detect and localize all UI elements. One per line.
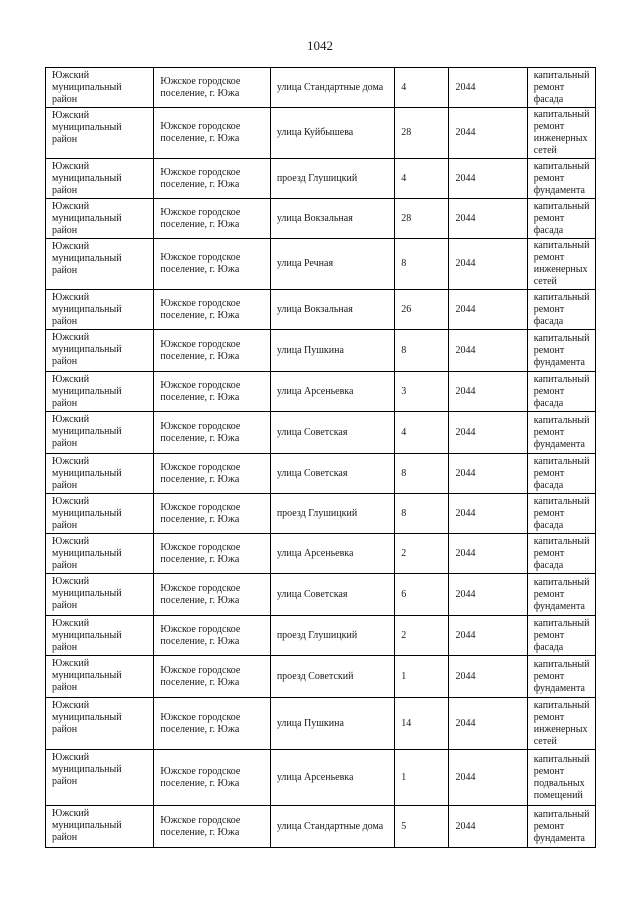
- cell-year: 2044: [449, 698, 527, 750]
- cell-street: улица Вокзальная: [270, 290, 394, 330]
- cell-work: капитальный ремонт фасада: [527, 616, 595, 656]
- cell-district: Южский муниципальный район: [46, 199, 154, 239]
- cell-year: 2044: [449, 68, 527, 108]
- table-row: [46, 656, 596, 698]
- table-row: [46, 199, 596, 239]
- cell-work: капитальный ремонт инженерных сетей: [527, 239, 595, 290]
- cell-street: проезд Глушицкий: [270, 159, 394, 199]
- table-row: [46, 494, 596, 534]
- cell-year: 2044: [449, 454, 527, 494]
- cell-district: Южский муниципальный район: [46, 534, 154, 574]
- cell-street: проезд Советский: [270, 656, 394, 698]
- table-row: [46, 806, 596, 848]
- cell-year: 2044: [449, 656, 527, 698]
- cell-year: 2044: [449, 159, 527, 199]
- cell-house: 26: [395, 290, 449, 330]
- cell-street: улица Пушкина: [270, 698, 394, 750]
- cell-work: капитальный ремонт фундамента: [527, 656, 595, 698]
- cell-street: улица Арсеньевка: [270, 534, 394, 574]
- cell-district: Южский муниципальный район: [46, 330, 154, 372]
- cell-district: Южский муниципальный район: [46, 750, 154, 806]
- cell-settlement: Южское городское поселение, г. Южа: [154, 616, 270, 656]
- cell-settlement: Южское городское поселение, г. Южа: [154, 698, 270, 750]
- cell-street: улица Стандартные дома: [270, 68, 394, 108]
- table-row: [46, 372, 596, 412]
- cell-settlement: Южское городское поселение, г. Южа: [154, 290, 270, 330]
- cell-house: 8: [395, 454, 449, 494]
- table-row: [46, 159, 596, 199]
- cell-street: улица Речная: [270, 239, 394, 290]
- cell-district: Южский муниципальный район: [46, 806, 154, 848]
- registry-table: [45, 67, 596, 848]
- cell-settlement: Южское городское поселение, г. Южа: [154, 239, 270, 290]
- cell-street: улица Куйбышева: [270, 108, 394, 159]
- table-row: [46, 330, 596, 372]
- cell-district: Южский муниципальный район: [46, 239, 154, 290]
- cell-work: капитальный ремонт фасада: [527, 534, 595, 574]
- cell-settlement: Южское городское поселение, г. Южа: [154, 750, 270, 806]
- cell-street: улица Вокзальная: [270, 199, 394, 239]
- cell-year: 2044: [449, 574, 527, 616]
- cell-street: улица Советская: [270, 574, 394, 616]
- page-number: 1042: [307, 38, 333, 53]
- cell-house: 28: [395, 199, 449, 239]
- cell-settlement: Южское городское поселение, г. Южа: [154, 159, 270, 199]
- cell-street: улица Советская: [270, 454, 394, 494]
- cell-house: 8: [395, 330, 449, 372]
- registry-table-body: [46, 68, 596, 848]
- cell-house: 4: [395, 159, 449, 199]
- cell-year: 2044: [449, 372, 527, 412]
- cell-work: капитальный ремонт инженерных сетей: [527, 108, 595, 159]
- table-row: [46, 574, 596, 616]
- cell-district: Южский муниципальный район: [46, 290, 154, 330]
- cell-settlement: Южское городское поселение, г. Южа: [154, 534, 270, 574]
- cell-house: 2: [395, 616, 449, 656]
- table-row: [46, 534, 596, 574]
- cell-settlement: Южское городское поселение, г. Южа: [154, 494, 270, 534]
- cell-work: капитальный ремонт фундамента: [527, 330, 595, 372]
- cell-settlement: Южское городское поселение, г. Южа: [154, 806, 270, 848]
- cell-district: Южский муниципальный район: [46, 494, 154, 534]
- cell-house: 8: [395, 494, 449, 534]
- table-row: [46, 68, 596, 108]
- cell-year: 2044: [449, 239, 527, 290]
- cell-work: капитальный ремонт фасада: [527, 68, 595, 108]
- table-row: [46, 239, 596, 290]
- cell-house: 3: [395, 372, 449, 412]
- cell-settlement: Южское городское поселение, г. Южа: [154, 454, 270, 494]
- cell-work: капитальный ремонт фасада: [527, 494, 595, 534]
- cell-year: 2044: [449, 330, 527, 372]
- cell-settlement: Южское городское поселение, г. Южа: [154, 656, 270, 698]
- cell-district: Южский муниципальный район: [46, 454, 154, 494]
- cell-settlement: Южское городское поселение, г. Южа: [154, 330, 270, 372]
- cell-street: улица Советская: [270, 412, 394, 454]
- cell-district: Южский муниципальный район: [46, 698, 154, 750]
- cell-year: 2044: [449, 616, 527, 656]
- cell-house: 4: [395, 68, 449, 108]
- cell-settlement: Южское городское поселение, г. Южа: [154, 68, 270, 108]
- table-row: [46, 290, 596, 330]
- cell-work: капитальный ремонт фасада: [527, 290, 595, 330]
- cell-year: 2044: [449, 412, 527, 454]
- cell-house: 8: [395, 239, 449, 290]
- cell-street: улица Арсеньевка: [270, 372, 394, 412]
- cell-year: 2044: [449, 750, 527, 806]
- cell-year: 2044: [449, 290, 527, 330]
- table-row: [46, 412, 596, 454]
- table-row: [46, 454, 596, 494]
- table-row: [46, 750, 596, 806]
- table-row: [46, 698, 596, 750]
- cell-street: проезд Глушицкий: [270, 616, 394, 656]
- cell-year: 2044: [449, 199, 527, 239]
- cell-district: Южский муниципальный район: [46, 412, 154, 454]
- cell-work: капитальный ремонт фасада: [527, 372, 595, 412]
- cell-street: улица Арсеньевка: [270, 750, 394, 806]
- cell-house: 28: [395, 108, 449, 159]
- cell-district: Южский муниципальный район: [46, 372, 154, 412]
- cell-work: капитальный ремонт фундамента: [527, 574, 595, 616]
- cell-district: Южский муниципальный район: [46, 616, 154, 656]
- cell-work: капитальный ремонт фундамента: [527, 806, 595, 848]
- cell-year: 2044: [449, 534, 527, 574]
- cell-settlement: Южское городское поселение, г. Южа: [154, 199, 270, 239]
- cell-district: Южский муниципальный район: [46, 656, 154, 698]
- cell-house: 1: [395, 750, 449, 806]
- cell-settlement: Южское городское поселение, г. Южа: [154, 574, 270, 616]
- cell-work: капитальный ремонт инженерных сетей: [527, 698, 595, 750]
- cell-house: 2: [395, 534, 449, 574]
- cell-house: 14: [395, 698, 449, 750]
- table-row: [46, 616, 596, 656]
- cell-district: Южский муниципальный район: [46, 574, 154, 616]
- cell-settlement: Южское городское поселение, г. Южа: [154, 372, 270, 412]
- cell-house: 1: [395, 656, 449, 698]
- cell-year: 2044: [449, 494, 527, 534]
- cell-settlement: Южское городское поселение, г. Южа: [154, 412, 270, 454]
- cell-district: Южский муниципальный район: [46, 108, 154, 159]
- cell-street: улица Стандартные дома: [270, 806, 394, 848]
- cell-year: 2044: [449, 806, 527, 848]
- cell-street: проезд Глушицкий: [270, 494, 394, 534]
- cell-house: 6: [395, 574, 449, 616]
- cell-work: капитальный ремонт фундамента: [527, 412, 595, 454]
- cell-district: Южский муниципальный район: [46, 159, 154, 199]
- table-row: [46, 108, 596, 159]
- cell-district: Южский муниципальный район: [46, 68, 154, 108]
- cell-work: капитальный ремонт фасада: [527, 454, 595, 494]
- cell-work: капитальный ремонт подвальных помещений: [527, 750, 595, 806]
- cell-work: капитальный ремонт фасада: [527, 199, 595, 239]
- cell-settlement: Южское городское поселение, г. Южа: [154, 108, 270, 159]
- cell-street: улица Пушкина: [270, 330, 394, 372]
- cell-house: 5: [395, 806, 449, 848]
- cell-year: 2044: [449, 108, 527, 159]
- cell-work: капитальный ремонт фундамента: [527, 159, 595, 199]
- cell-house: 4: [395, 412, 449, 454]
